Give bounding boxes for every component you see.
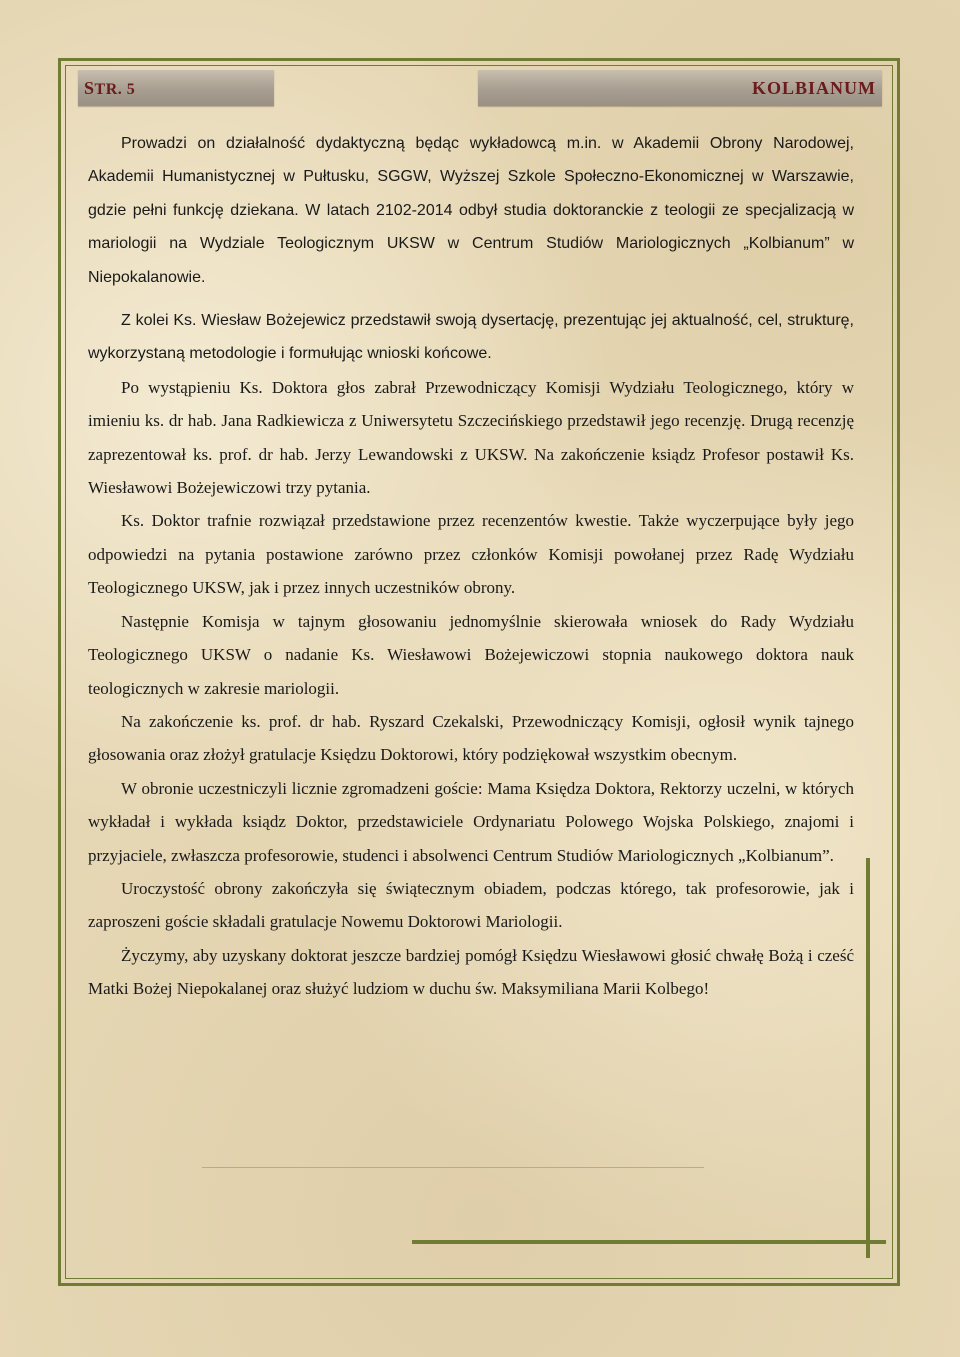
decorative-vertical-line xyxy=(866,858,870,1258)
page-number xyxy=(84,78,135,99)
footer-divider xyxy=(202,1167,704,1168)
paragraph-5: Następnie Komisja w tajnym głosowaniu jednomyślnie skierowała wniosek do Rady Wydziału Teologicznego UKSW o nadanie Ks. Wiesławowi Bożejewiczowi stopnia naukowego doktora nauk teologicznych w zakresie mariologii. xyxy=(88,611,854,698)
decorative-horizontal-line xyxy=(412,1240,886,1244)
paragraph-8: Uroczystość obrony zakończyła się świątecznym obiadem, podczas którego, tak profesorowie, jak i zaproszeni goście składali gratulacje Nowemu Doktorowi Mariologii. xyxy=(88,878,854,932)
paragraph-4: Ks. Doktor trafnie rozwiązał przedstawione przez recenzentów kwestie. Także wyczerpujące były jego odpowiedzi na pytania postawione zarówno przez członków Komisji powołanej przez Radę Wydziału Teologicznego UKSW, jak i przez innych uczestników obrony. xyxy=(88,511,854,598)
paragraph-1: Prowadzi on działalność dydaktyczną będąc wykładowcą m.in. w Akademii Obrony Narodowej, Akademii Humanistycznej w Pułtusku, SGGW, Wyższej Szkole Społeczno-Ekonomicznej w Warszawie, gdzie pełni funkcję dziekana. W latach 2102-2014 odbył studia doktoranckie z teologii ze specjalizacją w mariologii na Wydziale Teologicznym UKSW w Centrum Studiów Mariologicznych „Kolbianum” w Niepokalanowie. xyxy=(88,135,854,286)
paragraph-2: Z kolei Ks. Wiesław Bożejewicz przedstawił swoją dysertację, prezentując jej aktualność, cel, strukturę, wykorzystaną metodologie i formułując wnioski końcowe. xyxy=(88,312,854,363)
magazine-title: KOLBIANUM xyxy=(751,78,876,98)
paragraph-9: Życzymy, aby uzyskany doktorat jeszcze bardziej pomógł Księdzu Wiesławowi głosić chwałę Bożą i cześć Matki Bożej Niepokalanej oraz służyć ludziom w duchu św. Maksymiliana Marii Kolbego! xyxy=(88,945,854,999)
page-number-initial: S xyxy=(84,78,95,98)
article-body xyxy=(88,127,854,1006)
paragraph-6: Na zakończenie ks. prof. dr hab. Ryszard Czekalski, Przewodniczący Komisji, ogłosił wynik tajnego głosowania oraz złożył gratulacje Księdzu Doktorowi, który podziękował wszystkim obecnym. xyxy=(88,711,854,765)
page-number-rest: TR. 5 xyxy=(94,81,136,98)
paragraph-7: W obronie uczestniczyli licznie zgromadzeni goście: Mama Księdza Doktora, Rektorzy uczelni, w których wykładał i wykłada ksiądz Doktor, przedstawiciele Ordynariatu Polowego Wojska Polskiego, znajomi i przyjaciele, zwłaszcza profesorowie, studenci i absolwenci Centrum Studiów Mariologicznych „Kolbianum”. xyxy=(88,778,854,865)
paragraph-3: Po wystąpieniu Ks. Doktora głos zabrał Przewodniczący Komisji Wydziału Teologicznego, który w imieniu ks. dr hab. Jana Radkiewicza z Uniwersytetu Szczecińskiego przedstawił jego recenzję. Drugą recenzję zaprezentował ks. prof. dr hab. Jerzy Lewandowski z UKSW. Na zakończenie ksiądz Profesor postawił Ks. Wiesławowi Bożejewiczowi trzy pytania. xyxy=(88,377,854,498)
